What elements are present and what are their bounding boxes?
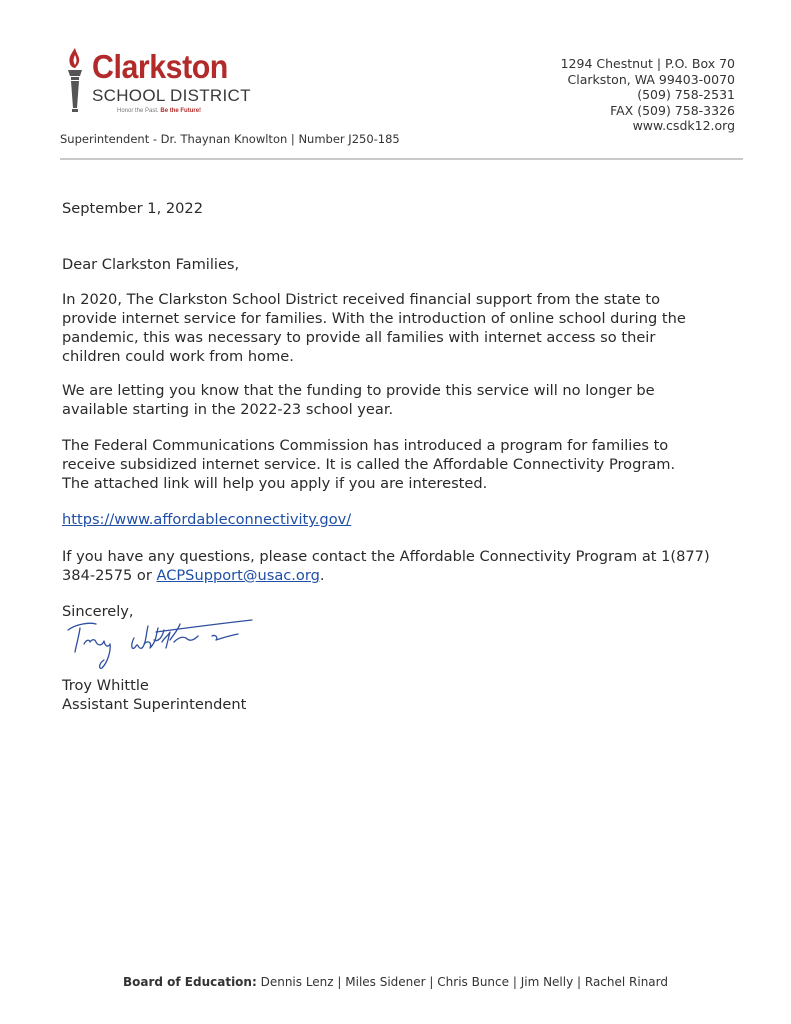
handwritten-signature	[66, 608, 266, 670]
paragraph-4	[62, 547, 710, 585]
board-of-education-footer	[0, 975, 791, 989]
signer-name: Troy Whittle	[62, 677, 149, 694]
acp-link-line	[62, 510, 351, 529]
footer-members: Dennis Lenz | Miles Sidener | Chris Bunce | Jim Nelly | Rachel Rinard	[260, 975, 669, 989]
fax-line: FAX (509) 758-3326	[610, 102, 735, 118]
paragraph-line: available starting in the 2022-23 school year.	[62, 401, 394, 418]
address-block	[561, 56, 735, 134]
period-text: .	[319, 567, 325, 584]
paragraph-line: pandemic, this was necessary to provide all families with internet access so their	[62, 329, 656, 346]
address-line: Clarkston, WA 99403-0070	[567, 71, 735, 87]
paragraph-line: The Federal Communications Commission has introduced a program for families to	[62, 437, 669, 454]
footer-label: Board of Education:	[122, 975, 257, 989]
paragraph-line: provide internet service for families. With the introduction of online school during the	[62, 310, 686, 327]
paragraph-2	[62, 381, 655, 419]
closing: Sincerely,	[62, 603, 134, 620]
phone-line: (509) 758-2531	[637, 87, 735, 102]
website-line: www.csdk12.org	[632, 118, 735, 133]
paragraph-line: children could work from home.	[62, 348, 294, 365]
paragraph-1	[62, 290, 686, 366]
letter-date: September 1, 2022	[62, 200, 204, 217]
logo-tagline	[117, 108, 201, 114]
paragraph-line: We are letting you know that the funding to provide this service will no longer be	[62, 382, 655, 399]
superintendent-line: Superintendent - Dr. Thaynan Knowlton | Number J250-185	[60, 132, 400, 146]
district-logo	[62, 46, 262, 126]
salutation: Dear Clarkston Families,	[62, 256, 240, 273]
paragraph-line	[62, 566, 710, 585]
paragraph-line: receive subsidized internet service. It is called the Affordable Connectivity Program.	[62, 456, 676, 473]
phone-text: 384-2575 or	[62, 567, 157, 584]
acp-website-link[interactable]: https://www.affordableconnectivity.gov/	[62, 511, 352, 528]
address-line: 1294 Chestnut | P.O. Box 70	[560, 56, 735, 71]
header-divider	[60, 158, 743, 160]
paragraph-line: In 2020, The Clarkston School District received financial support from the state to	[62, 291, 661, 308]
logo-wordmark: Clarkston	[92, 48, 228, 85]
paragraph-3	[62, 436, 675, 493]
support-email-link[interactable]: ACPSupport@usac.org	[156, 567, 320, 584]
logo-tagline-part2: Be the Future!	[160, 108, 202, 114]
torch-icon	[62, 46, 88, 114]
logo-subtitle: SCHOOL DISTRICT	[92, 86, 251, 105]
signer-title: Assistant Superintendent	[62, 696, 247, 713]
paragraph-line: The attached link will help you apply if you are interested.	[62, 475, 488, 492]
paragraph-line: If you have any questions, please contact the Affordable Connectivity Program at 1(877)	[62, 548, 710, 565]
logo-tagline-part1: Honor the Past.	[117, 108, 159, 114]
